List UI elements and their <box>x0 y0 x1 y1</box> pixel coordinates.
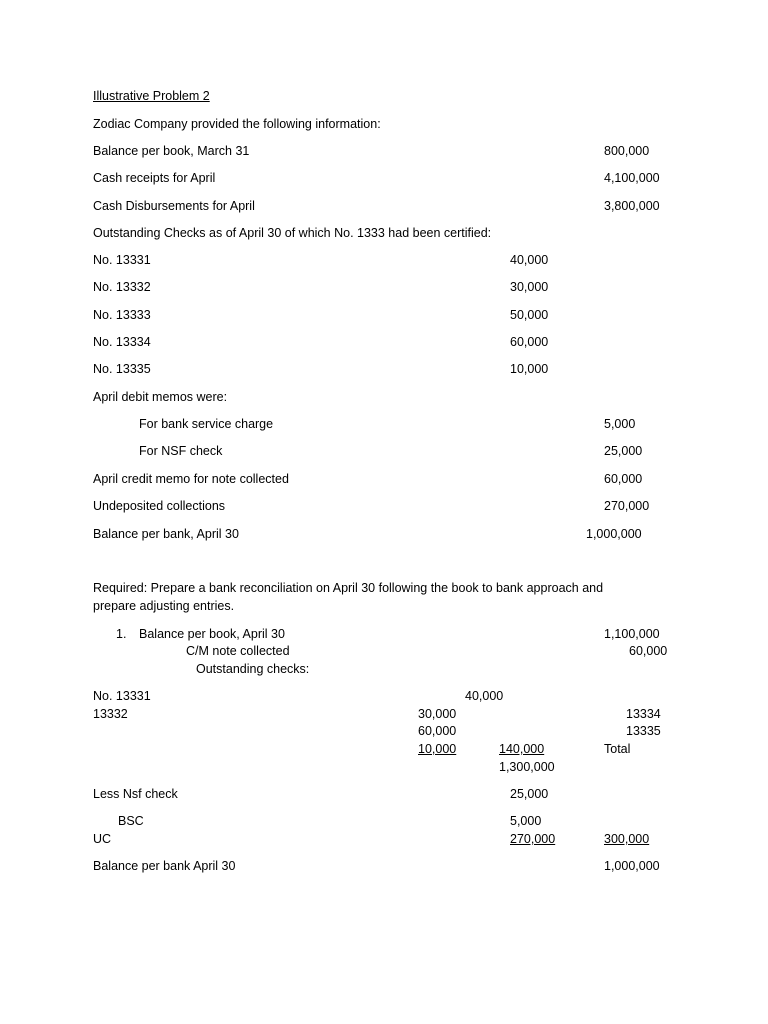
credit-memo-label: April credit memo for note collected <box>93 472 289 486</box>
check-number: No. 13333 <box>93 308 151 322</box>
solution-subtotal: 1,300,000 <box>499 760 555 774</box>
debit-memo-label: For bank service charge <box>139 417 274 431</box>
solution-bsc-label: BSC <box>118 814 144 828</box>
solution-row4-amount: 10,000 <box>418 742 457 756</box>
bank-balance-label: Balance per bank, April 30 <box>93 527 239 541</box>
undeposited-amount: 270,000 <box>604 499 650 513</box>
check-number: No. 13334 <box>93 335 151 349</box>
debit-memo-amount: 25,000 <box>604 444 643 458</box>
check-amount: 40,000 <box>510 253 549 267</box>
solution-row3-amount: 60,000 <box>418 724 457 738</box>
solution-balance-book-label: Balance per book, April 30 <box>139 627 285 641</box>
check-amount: 50,000 <box>510 308 549 322</box>
check-amount: 10,000 <box>510 362 549 376</box>
solution-row4-total-label: Total <box>604 742 631 756</box>
solution-row1-label: No. 13331 <box>93 689 151 703</box>
check-amount: 30,000 <box>510 280 549 294</box>
debit-memos-heading: April debit memos were: <box>93 390 228 404</box>
outstanding-heading: Outstanding Checks as of April 30 of which No. 1333 had been certified: <box>93 226 492 240</box>
solution-item-number: 1. <box>116 627 127 641</box>
page-title: Illustrative Problem 2 <box>93 89 210 103</box>
solution-uc-amount: 270,000 <box>510 832 556 846</box>
required-line-2: prepare adjusting entries. <box>93 599 235 613</box>
solution-balance-book-amount: 1,100,000 <box>604 627 660 641</box>
fact-label: Balance per book, March 31 <box>93 144 250 158</box>
solution-row2-label: 13332 <box>93 707 128 721</box>
solution-less-nsf-amount: 25,000 <box>510 787 549 801</box>
check-amount: 60,000 <box>510 335 549 349</box>
intro-line <box>93 117 381 131</box>
solution-less-nsf-label: Less Nsf check <box>93 787 178 801</box>
required-line-1: Required: Prepare a bank reconciliation on April 30 following the book to bank approach and <box>93 581 604 595</box>
bank-balance-amount: 1,000,000 <box>586 527 642 541</box>
solution-row3-right: 13335 <box>626 724 661 738</box>
solution-outstanding-label: Outstanding checks: <box>196 662 310 676</box>
debit-memo-label: For NSF check <box>139 444 223 458</box>
solution-row2-amount: 30,000 <box>418 707 457 721</box>
fact-label: Cash Disbursements for April <box>93 199 255 213</box>
fact-amount: 4,100,000 <box>604 171 660 185</box>
solution-cm-label: C/M note collected <box>186 644 290 658</box>
fact-amount: 800,000 <box>604 144 650 158</box>
solution-bsc-amount: 5,000 <box>510 814 542 828</box>
check-number: No. 13332 <box>93 280 151 294</box>
check-number: No. 13335 <box>93 362 151 376</box>
solution-row4-sum: 140,000 <box>499 742 545 756</box>
debit-memo-amount: 5,000 <box>604 417 636 431</box>
check-number: No. 13331 <box>93 253 151 267</box>
credit-memo-amount: 60,000 <box>604 472 643 486</box>
solution-final-amount: 1,000,000 <box>604 859 660 873</box>
undeposited-label: Undeposited collections <box>93 499 226 513</box>
solution-cm-amount: 60,000 <box>629 644 668 658</box>
solution-final-label: Balance per bank April 30 <box>93 859 236 873</box>
fact-label: Cash receipts for April <box>93 171 216 185</box>
solution-uc-total: 300,000 <box>604 832 650 846</box>
solution-row1-amount: 40,000 <box>465 689 504 703</box>
intro-rest: provided the following information: <box>187 117 381 131</box>
solution-uc-label: UC <box>93 832 112 846</box>
fact-amount: 3,800,000 <box>604 199 660 213</box>
company-name: Zodiac Company <box>93 117 188 131</box>
solution-row2-right: 13334 <box>626 707 661 721</box>
